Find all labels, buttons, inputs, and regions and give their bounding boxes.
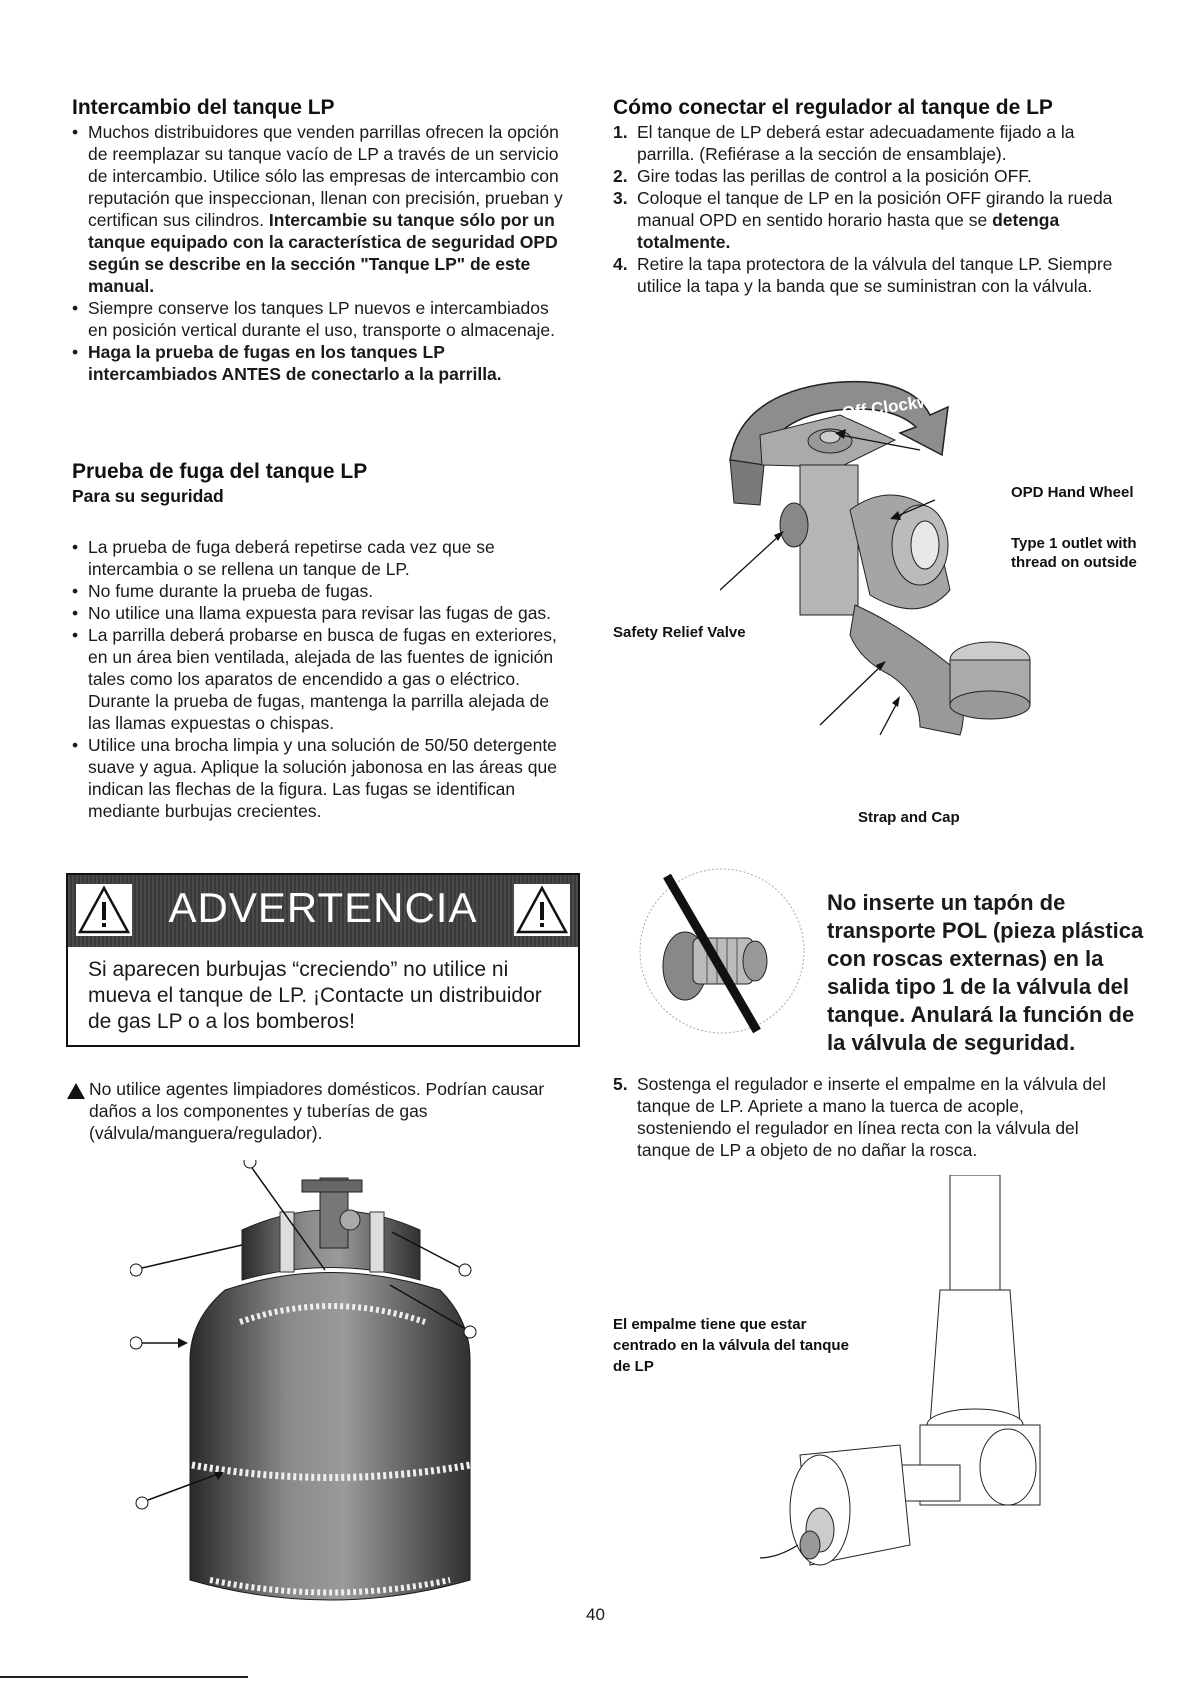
warning-header: [68, 875, 578, 947]
step-2: 2. Gire todas las perillas de control a la posición OFF.: [613, 166, 1032, 186]
hand-wheel-label: OPD Hand Wheel: [1011, 484, 1134, 501]
leak-item-1: • La prueba de fuga deberá repetirse cada vez que se intercambia o se rellena un tanque de LP.: [66, 536, 572, 580]
exchange-list: [66, 121, 566, 385]
outlet-label: Type 1 outlet with thread on outside: [1011, 535, 1137, 571]
step-5: [609, 1073, 1121, 1161]
warning-title: ADVERTENCIA: [168, 884, 478, 931]
pol-warning-text: No inserte un tapón de transporte POL (pieza plástica con roscas externas) en la salida tipo 1 de la válvula del tanque. Anulará la función de la válvula de seguridad.: [827, 890, 1144, 1055]
exchange-item-1: • Muchos distribuidores que venden parrillas ofrecen la opción de reemplazar su tanque vacío de LP a través de un servicio de intercambio. Utilice sólo las empresas de intercambio con reputación que inspeccionan, llenan con precisión, prueban y certifican sus cilindros. Intercambie su tanque sólo por un tanque equipado con la característica de seguridad OPD según se describe en la sección "Tanque LP" de este manual.: [66, 121, 566, 297]
step-4: 4. Retire la tapa protectora de la válvula del tanque LP. Siempre utilice la tapa y la banda que se suministran con la válvula.: [613, 254, 1113, 296]
clockwise-arrow-label: Off Clockwise: [840, 388, 955, 423]
exchange-item-2: • Siempre conserve los tanques LP nuevos e intercambiados en posición vertical durante el uso, transporte o almacenaje.: [66, 297, 566, 341]
connect-title: Cómo conectar el regulador al tanque de LP: [613, 96, 1053, 119]
lp-tank-illustration: [130, 1160, 530, 1630]
opd-valve-illustration: [720, 375, 1060, 815]
leak-test-list: [66, 536, 572, 822]
exchange-item-3: • Haga la prueba de fugas en los tanques LP intercambiados ANTES de conectarlo a la parrilla.: [66, 341, 566, 385]
page-number: 40: [586, 1605, 605, 1624]
leak-item-5: • Utilice una brocha limpia y una solución de 50/50 detergente suave y agua. Aplique la solución jabonosa en las áreas que indican las flechas de la figura. Las fugas se identifican mediante burbujas crecientes.: [66, 734, 572, 822]
warning-box: [66, 873, 580, 1047]
leak-test-title: Prueba de fuga del tanque LP: [72, 460, 368, 483]
leak-item-2: • No fume durante la prueba de fugas.: [66, 580, 572, 602]
footer-rule: [0, 1676, 248, 1678]
relief-valve-label: Safety Relief Valve: [613, 624, 746, 641]
step-1: 1. El tanque de LP deberá estar adecuadamente fijado a la parrilla. (Refiérase a la sección de ensamblaje).: [613, 122, 1075, 164]
fitting-label: El empalme tiene que estar centrado en la válvula del tanque de LP: [613, 1316, 849, 1375]
warning-text: Si aparecen burbujas “creciendo” no utilice ni mueva el tanque de LP. ¡Contacte un distribuidor de gas LP o a los bomberos!: [88, 958, 542, 1033]
exchange-title: Intercambio del tanque LP: [72, 96, 335, 119]
caution-text: No utilice agentes limpiadores domésticos. Podrían causar daños a los componentes y tuberías de gas (válvula/manguera/regulador).: [89, 1079, 545, 1143]
warning-triangle-icon: [514, 884, 570, 936]
step-5-item: 5. Sostenga el regulador e inserte el empalme en la válvula del tanque de LP. Apriete a mano la tuerca de acople, sosteniendo el regulador en línea recta con la válvula del tanque de LP a objeto de no dañar la rosca.: [613, 1074, 1106, 1160]
leak-item-3: • No utilice una llama expuesta para revisar las fugas de gas.: [66, 602, 572, 624]
caution-triangle-icon: [66, 1082, 86, 1105]
leak-test-subtitle: Para su seguridad: [72, 486, 224, 506]
step-3: 3. Coloque el tanque de LP en la posición OFF girando la rueda manual OPD en sentido horario hasta que se detenga totalmente.: [613, 188, 1113, 252]
strap-cap-label: Strap and Cap: [858, 809, 960, 826]
leak-item-4: • La parrilla deberá probarse en busca de fugas en exteriores, en un área bien ventilada, alejada de las fuentes de ignición tales como los aparatos de encendido a gas o eléctrico. Durante la prueba de fugas, mantenga la parrilla alejada de las llamas expuestas o chispas.: [66, 624, 572, 734]
regulator-illustration: [760, 1175, 1090, 1605]
connect-steps: [609, 121, 1121, 297]
pol-plug-prohibited-icon: [637, 866, 807, 1036]
